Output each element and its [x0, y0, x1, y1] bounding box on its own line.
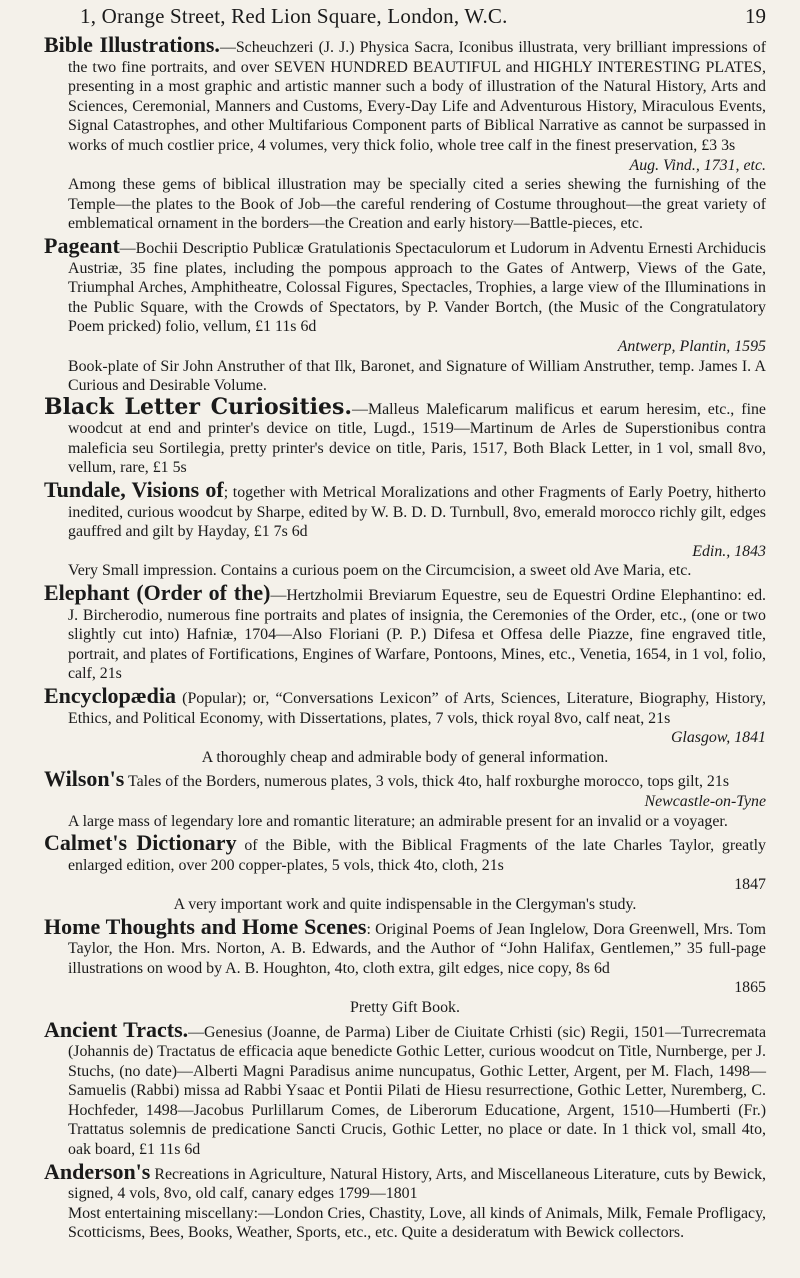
- entry-body: —Malleus Maleficarum malificus et earum heresim, etc., fine woodcut at end and printer's device on title, Lugd., 1519—Martinum de Arles de Superstionibus contra maleficia seu Sortilegia, pretty printer's device on title, Paris, 1517, Both Black Letter, in 1 vol, small 8vo, vellum, rare, £1 5s: [68, 400, 766, 477]
- entry-body: of the Bible, with the Biblical Fragments of the late Charles Taylor, greatly enlarged edition, over 200 copper-plates, 5 vols, thick 4to, cloth, 21s: [68, 837, 767, 874]
- catalogue-entries: [44, 32, 767, 1243]
- entry-note: A large mass of legendary lore and romantic literature; an admirable present for an invalid or a voyager.: [68, 812, 728, 830]
- entry-home-thoughts: [44, 913, 766, 1018]
- entry-heading: Pageant: [44, 232, 120, 258]
- entry-body: ; together with Metrical Moralizations and other Fragments of Early Poetry, hitherto inedited, curious woodcut by Sharpe, edited by W. B. D. D. Turnbull, 8vo, emerald morocco richly gilt, edges gauffred and gilt by Hayday, £1 7s 6d: [68, 484, 766, 541]
- entry-ancient-tracts: [44, 1016, 767, 1160]
- entry-wilsons-tales: [44, 766, 766, 831]
- entry-heading: Tundale, Visions of: [44, 477, 224, 503]
- entry-note: Most entertaining miscellany:—London Cries, Chastity, Love, all kinds of Animals, Milk, Female Profligacy, Scotticisms, Bees, Books, Weather, Sports, etc., etc. Quite a desideratum with Bewick collectors.: [68, 1204, 766, 1242]
- entry-encyclopaedia: [44, 683, 766, 767]
- entry-black-letter: [44, 393, 766, 478]
- entry-heading: Black Letter Curiosities.: [44, 393, 353, 420]
- entry-tundale: [44, 477, 766, 581]
- entry-andersons-recreations: [44, 1158, 766, 1243]
- entry-note: Among these gems of biblical illustration may be specially cited a series shewing the furnishing of the Temple—the plates to the Book of Job—the careful rendering of Costume throughout—the great variety of emblematical ornament in the borders—the Creation and early history—Battle-pieces, etc.: [68, 176, 766, 233]
- entry-body: Recreations in Agriculture, Natural History, Arts, and Miscellaneous Literature, cuts by Bewick, signed, 4 vols, 8vo, old calf, canary edges 1799—1801: [68, 1165, 766, 1203]
- entry-note: A thoroughly cheap and admirable body of general information.: [201, 748, 609, 766]
- entry-heading: Ancient Tracts.: [44, 1016, 189, 1042]
- entry-note: A very important work and quite indispensable in the Clergyman's study.: [173, 895, 637, 913]
- entry-imprint: Antwerp, Plantin, 1595: [617, 337, 766, 355]
- entry-imprint: Newcastle-on-Tyne: [644, 792, 766, 810]
- entry-body: —Bochii Descriptio Publicæ Gratulationis Spectaculorum et Ludorum in Adventu Ernesti Archiducis Austriæ, 35 fine plates, including the pompous approach to the Gates of Antwerp, Views of the Gate, Triumphal Arches, Amphitheatre, Colossal Figures, Spectacles, Trophies, a large view of the Illuminations in the Public Square, with the Crowds of Spectators, by P. Vander Bortch, (the Music of the Congratulatory Poem pricked) folio, vellum, £1 11s 6d: [68, 239, 766, 336]
- entry-heading: Calmet's Dictionary: [44, 830, 237, 856]
- entry-calmets-dictionary: [44, 830, 767, 914]
- entry-imprint: 1847: [734, 876, 766, 894]
- entry-note: Very Small impression. Contains a curious poem on the Circumcision, a sweet old Ave Maria, etc.: [68, 562, 692, 580]
- entry-body: (Popular); or, “Conversations Lexicon” of Arts, Sciences, Literature, Biography, History, Ethics, and Political Economy, with Dissertations, plates, 7 vols, thick royal 8vo, calf neat, 21s: [68, 690, 766, 727]
- entry-body: —Hertzholmii Breviarum Equestre, seu de Equestri Ordine Elephantino: ed. J. Bircherodio, numerous fine portraits and plates of insignia, the Ceremonies of the Order, etc., (one or two slightly cut into) Hafniæ, 1704—Also Floriani (P. P.) Difesa et Offesa delle Piazze, fine engraved title, portrait, and plates of Fortifications, Engines of Warfare, Pontoons, Mines, etc., Venetia, 1654, in 1 vol, folio, calf, 21s: [68, 587, 766, 683]
- entry-imprint: 1865: [734, 979, 766, 997]
- entry-body: Tales of the Borders, numerous plates, 3 vols, thick 4to, half roxburghe morocco, tops gilt, 21s: [124, 773, 730, 791]
- entry-heading: Home Thoughts and Home Scenes: [44, 913, 367, 939]
- entry-pageant: [44, 232, 766, 396]
- entry-note: Book-plate of Sir John Anstruther of that Ilk, Baronet, and Signature of William Anstruther, temp. James I. A Curious and Desirable Volume.: [68, 357, 766, 395]
- entry-body: —Schеuchzeri (J. J.) Physica Sacra, Iconibus illustrata, very brilliant impressions of the two fine portraits, and over SEVEN HUNDRED BEAUTIFUL and HIGHLY INTERESTING PLATES, presenting in a most graphic and artistic manner such a body of illustration of the Natural History, Arts and Sciences, Ceremonial, Manners and Customs, Every-Day Life and Adventurous History, Miraculous Events, Signal Catastrophes, and other Multifarious Component parts of Biblical Narrative as cannot be surpassed in works of much costlier price, 4 volumes, very thick folio, whole tree calf in the finest preservation, £3 3s: [68, 39, 767, 154]
- entry-heading: Anderson's: [44, 1158, 151, 1184]
- entry-note: Pretty Gift Book.: [350, 998, 460, 1016]
- entry-body: —Genesius (Joanne, de Parma) Liber de Ciuitate Crhisti (sic) Regii, 1501—Turrecremata (Johannis de) Tractatus de efficacia aque benedicte Gothic Letter, curious woodcut on Title, Nurnberge, per J. Stuchs, (no date)—Alberti Magni Paradisus anime nuncupatus, Gothic Letter, Argent, per M. Flach, 1498—Samuelis (Rabbi) missa ad Rabbi Ysaac et Pontii Pilati de Hiesu resurrectione, Gothic Letter, Nuremberg, C. Hochfeder, 1498—Jacobus Purlillarum Comes, de Liberorum Educatione, Argent, 1510—Humberti (Fr.) Trattatus solemnis de predicatione Sancti Crucis, Gothic Letter, no place or date. In 1 thick vol, small 4to, oak board, £1 11s 6d: [68, 1023, 767, 1159]
- entry-body: : Original Poems of Jean Inglelow, Dora Greenwell, Mrs. Tom Taylor, the Hon. Mrs. Norton, A. B. Edwards, and the Author of “John Halifax, Gentlemen,” 35 full-page illustrations on wood by A. B. Houghton, 4to, cloth extra, gilt edges, nice copy, 8s 6d: [68, 920, 766, 977]
- entry-heading: Encyclopædia: [44, 683, 177, 708]
- entry-heading: Wilson's: [44, 766, 125, 792]
- entry-elephant: [44, 580, 766, 684]
- entry-imprint: Edin., 1843: [692, 542, 766, 560]
- entry-imprint: Glasgow, 1841: [670, 729, 766, 747]
- entry-bible-illustrations: [44, 32, 767, 234]
- page-number: 19: [745, 4, 766, 28]
- entry-heading: Bible Illustrations.: [44, 32, 220, 57]
- running-head: [44, 4, 766, 29]
- entry-heading: Elephant (Order of the): [44, 580, 271, 606]
- publisher-address: 1, Orange Street, Red Lion Square, London, W.C.: [80, 4, 508, 28]
- entry-imprint: Aug. Vind., 1731, etc.: [629, 156, 766, 174]
